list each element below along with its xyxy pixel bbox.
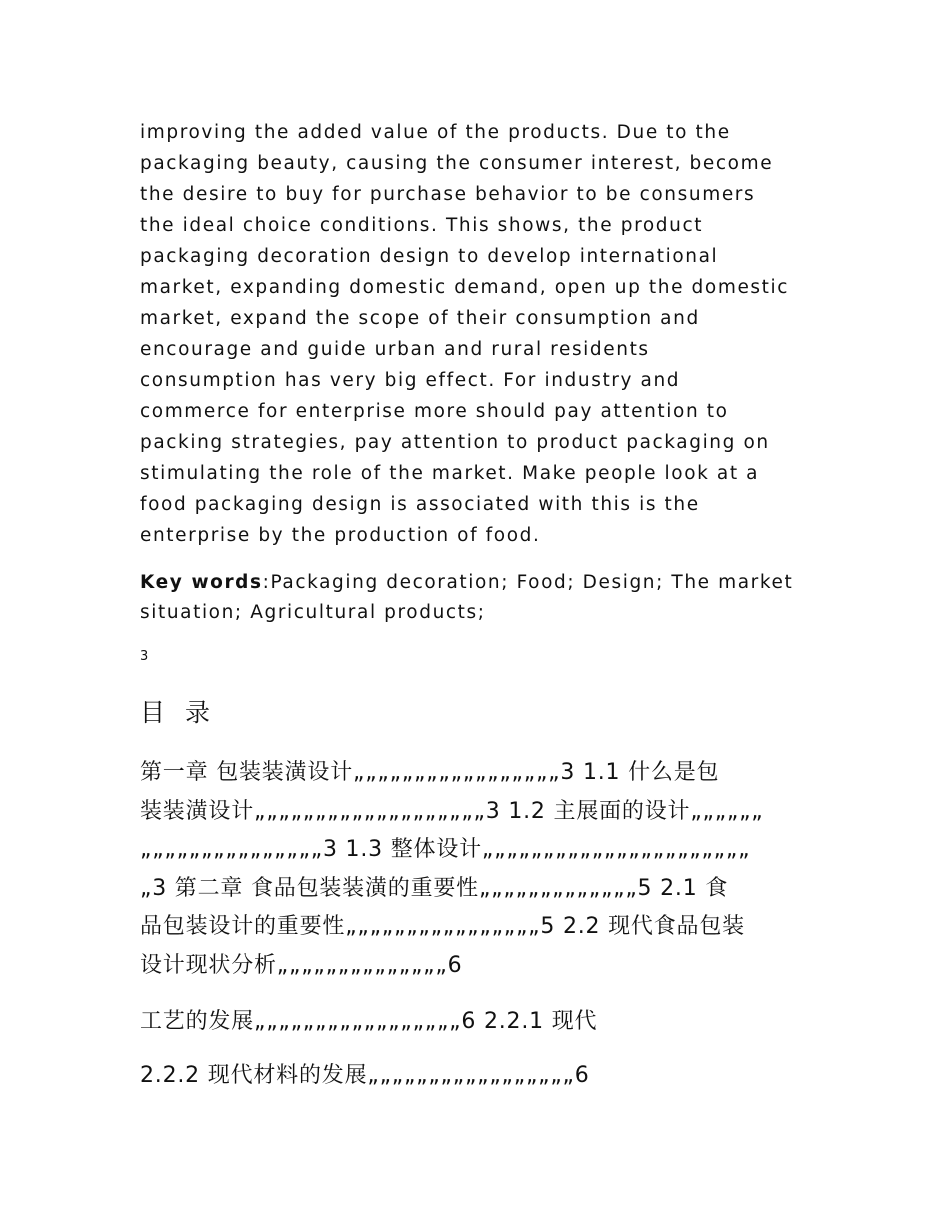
- abstract-line: stimulating the role of the market. Make people look at a: [140, 463, 760, 484]
- abstract-line: packing strategies, pay attention to product packaging on: [140, 432, 770, 453]
- page-number: 3: [140, 649, 149, 664]
- keywords-line: situation; Agricultural products;: [140, 602, 486, 623]
- keywords-line: [140, 568, 820, 598]
- abstract-paragraph: [140, 117, 820, 551]
- keywords-paragraph: [140, 568, 820, 628]
- toc-line: „„„„„„„„„„„„„„„3 1.3 整体设计„„„„„„„„„„„„„„„„„„„„„„: [140, 837, 751, 863]
- keywords-label: Key words: [140, 572, 263, 593]
- abstract-line: the ideal choice conditions. This shows, the product: [140, 215, 704, 236]
- toc-line: „3 第二章 食品包装装潢的重要性„„„„„„„„„„„„„5 2.1 食: [140, 875, 729, 901]
- abstract-line: enterprise by the production of food.: [140, 525, 541, 546]
- toc-entries: [140, 754, 820, 986]
- toc-entry-process: [140, 1003, 820, 1041]
- abstract-line: the desire to buy for purchase behavior to be consumers: [140, 184, 756, 205]
- abstract-line: commerce for enterprise more should pay attention to: [140, 401, 729, 422]
- toc-line: 工艺的发展„„„„„„„„„„„„„„„„„6 2.2.1 现代: [140, 1009, 598, 1034]
- abstract-line: encourage and guide urban and rural residents: [140, 339, 650, 360]
- abstract-line: packaging beauty, causing the consumer interest, become: [140, 153, 774, 174]
- abstract-line: market, expand the scope of their consumption and: [140, 308, 700, 329]
- toc-line: 设计现状分析„„„„„„„„„„„„„„6: [140, 952, 463, 978]
- keywords-text: :Packaging decoration; Food; Design; The market: [262, 572, 794, 593]
- toc-line: 品包装设计的重要性„„„„„„„„„„„„„„„„5 2.2 现代食品包装: [140, 914, 745, 940]
- toc-entry-materials: [140, 1057, 820, 1095]
- abstract-line: improving the added value of the products. Due to the: [140, 122, 731, 143]
- toc-line: 装装潢设计„„„„„„„„„„„„„„„„„„„3 1.2 主展面的设计„„„„„„: [140, 798, 764, 824]
- abstract-line: packaging decoration design to develop international: [140, 246, 719, 267]
- toc-line: 2.2.2 现代材料的发展„„„„„„„„„„„„„„„„„6: [140, 1063, 590, 1088]
- abstract-line: food packaging design is associated with this is the: [140, 494, 700, 515]
- toc-line: 第一章 包装装潢设计„„„„„„„„„„„„„„„„„3 1.1 什么是包: [140, 760, 720, 785]
- toc-title: 目 录: [140, 698, 216, 727]
- abstract-line: market, expanding domestic demand, open up the domestic: [140, 277, 790, 298]
- abstract-line: consumption has very big effect. For industry and: [140, 370, 681, 391]
